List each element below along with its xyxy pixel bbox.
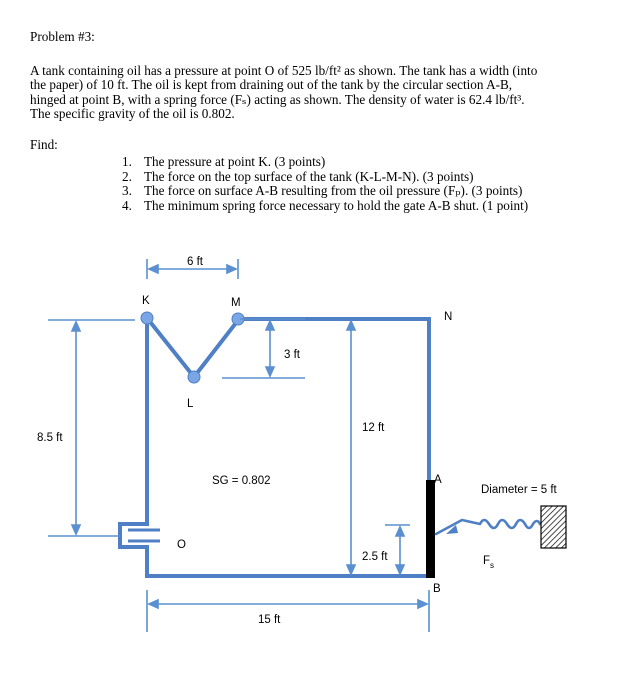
find-label: Find: bbox=[30, 137, 58, 152]
task-item: 4. The minimum spring force necessary to hold the gate A-B shut. (1 point) bbox=[122, 197, 529, 213]
statement-line: The specific gravity of the oil is 0.802. bbox=[30, 106, 235, 122]
spring-force-label: $F_s$ bbox=[483, 555, 495, 570]
statement-line: the paper) of 10 ft. The oil is kept from draining out of the tank by the circular section A-B, bbox=[30, 77, 513, 93]
gate-ab bbox=[426, 480, 435, 578]
dim-3ft-label: 3 ft bbox=[284, 349, 300, 361]
point-l-marker bbox=[188, 371, 200, 383]
point-o-label: O bbox=[177, 539, 186, 551]
point-k-label: K bbox=[142, 295, 150, 307]
point-m-label: M bbox=[231, 297, 241, 309]
statement-line: hinged at point B, with a spring force (Fₛ) acting as shown. The density of water is 62.4 lb/ft³. bbox=[30, 91, 525, 107]
gate-diameter-label: Diameter = 5 ft bbox=[481, 484, 557, 496]
dim-15ft-label: 15 ft bbox=[258, 614, 281, 626]
wall-anchor-icon bbox=[541, 506, 566, 548]
dim-12ft-label: 12 ft bbox=[362, 422, 385, 434]
outlet-pipe bbox=[128, 530, 160, 541]
oil-sg-label: SG = 0.802 bbox=[212, 475, 271, 487]
task-item: 1. The pressure at point K. (3 points) bbox=[122, 154, 326, 169]
problem-title: Problem #3: bbox=[30, 29, 95, 44]
point-l-label: L bbox=[187, 398, 194, 410]
dim-2-5ft-label: 2.5 ft bbox=[362, 551, 388, 563]
point-a-label: A bbox=[434, 474, 442, 486]
point-n-label: N bbox=[444, 311, 453, 323]
dim-6ft-label: 6 ft bbox=[187, 256, 203, 268]
task-item: 3. The force on surface A-B resulting from the oil pressure (Fₚ). (3 points) bbox=[122, 183, 523, 199]
statement-line: A tank containing oil has a pressure at point O of 525 lb/ft² as shown. The tank has a width (into bbox=[30, 63, 538, 78]
point-k-marker bbox=[141, 312, 153, 324]
tank-outline bbox=[120, 318, 429, 576]
point-b-label: B bbox=[433, 583, 441, 595]
dim-8-5ft-label: 8.5 ft bbox=[37, 432, 63, 444]
task-item: 2. The force on the top surface of the tank (K-L-M-N). (3 points) bbox=[122, 168, 474, 184]
